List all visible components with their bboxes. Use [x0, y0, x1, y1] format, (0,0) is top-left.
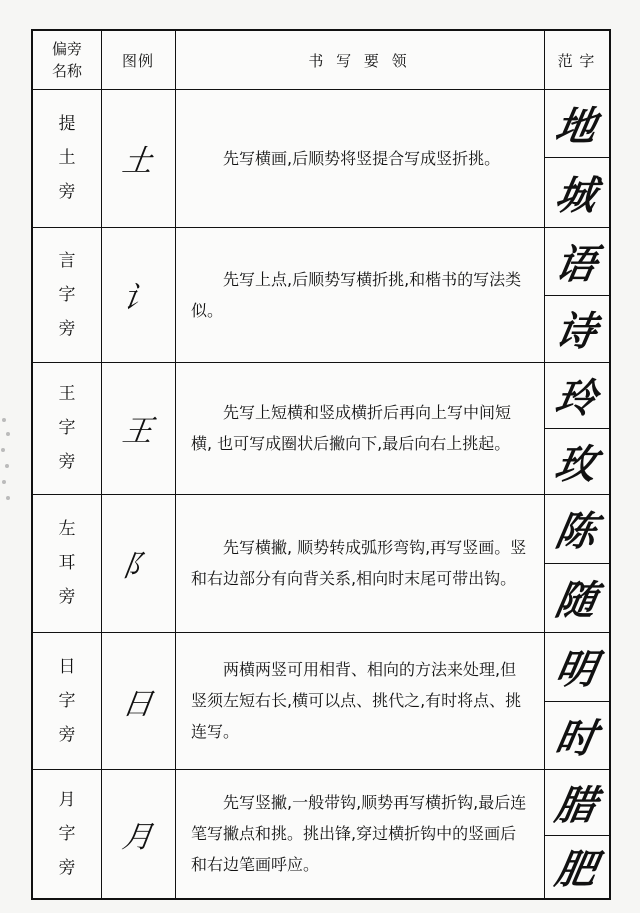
header-example: 图例: [121, 51, 154, 70]
writing-description: 先写上点,后顺势写横折挑,和楷书的写法类似。: [191, 269, 522, 320]
radical-name: 提 土 旁: [58, 114, 76, 202]
model-char: 时: [551, 714, 601, 762]
model-char: 城: [551, 171, 601, 219]
model-char: 玫: [551, 440, 601, 488]
example-glyph: 月: [120, 819, 155, 855]
header-radical-name: 偏旁 名称: [51, 40, 82, 80]
header-writing-points: 书 写 要 领: [308, 51, 411, 70]
writing-description: 先写上短横和竖成横折后再向上写中间短横, 也可写成圈状后撇向下,最后向右上挑起。: [191, 403, 512, 453]
edge-dots: [0, 418, 12, 508]
example-glyph: 日: [120, 686, 155, 722]
example-glyph: 土: [120, 144, 155, 179]
model-char: 玲: [551, 374, 601, 422]
model-char: 明: [551, 646, 601, 693]
model-char: 诗: [551, 308, 601, 355]
model-char: 地: [551, 102, 601, 150]
radical-name: 日 字 旁: [58, 656, 76, 745]
writing-description: 先写横画,后顺势将竖提合写成竖折挑。: [223, 148, 501, 168]
example-glyph: 讠: [120, 280, 155, 316]
radical-name: 言 字 旁: [58, 250, 76, 339]
writing-description: 先写横撇, 顺势转成弧形弯钩,再写竖画。竖和右边部分有向背关系,相向时末尾可带出钩。: [191, 538, 527, 588]
model-char: 陈: [551, 508, 601, 555]
model-char: 随: [551, 577, 601, 624]
example-glyph: 阝: [120, 549, 155, 584]
radical-table: [31, 29, 611, 900]
model-char: 肥: [551, 846, 601, 893]
radical-name: 左 耳 旁: [58, 519, 76, 607]
model-char: 语: [551, 240, 601, 288]
model-char: 腊: [551, 781, 601, 829]
radical-name: 月 字 旁: [58, 789, 76, 878]
example-glyph: 王: [120, 414, 155, 449]
radical-name: 王 字 旁: [58, 384, 76, 472]
writing-description: 先写竖撇,一般带钩,顺势再写横折钩,最后连笔写撇点和挑。挑出锋,穿过横折钩中的竖画后和右边笔画呼应。: [191, 793, 527, 874]
writing-description: 两横两竖可用相背、相向的方法来处理,但竖须左短右长,横可以点、挑代之,有时将点、挑连写。: [191, 660, 522, 741]
header-model-chars: 范 字: [557, 51, 596, 70]
